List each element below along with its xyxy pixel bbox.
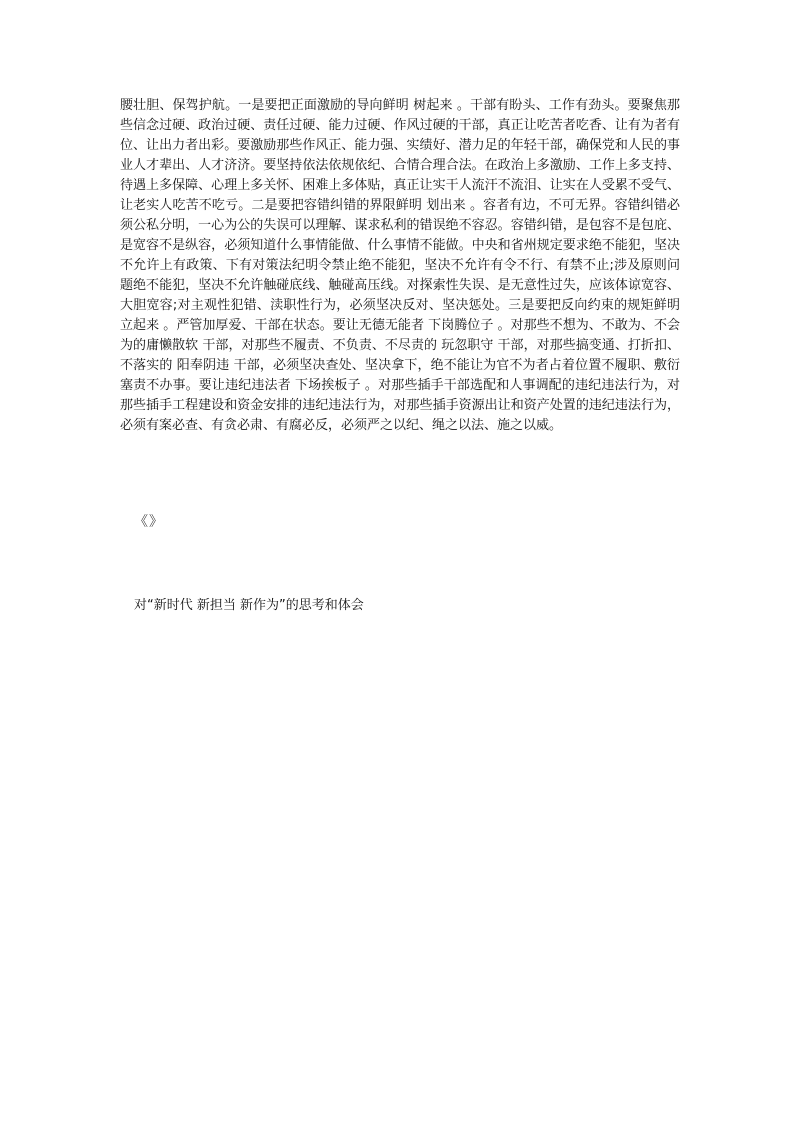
body-paragraph: 腰壮胆、保驾护航。一是要把正面激励的导向鲜明 树起来 。干部有盼头、工作有劲头。要聚焦那些信念过硬、政治过硬、责任过硬、能力过硬、作风过硬的干部，真正让吃苦者吃香、让有为者有位、让出力者出彩。要激励那些作风正、能力强、实绩好、潜力足的年轻干部，确保党和人民的事业人才辈出、人才济济。要坚持依法依规依纪、合情合理合法。在政治上多激励、工作上多支持、待遇上多保障、心理上多关怀、困难上多体贴，真正让实干人流汗不流泪、让实在人受累不受气、让老实人吃苦不吃亏。二是要把容错纠错的界限鲜明 划出来 。容者有边，不可无界。容错纠错必须公私分明，一心为公的失误可以理解、谋求私利的错误绝不容忍。容错纠错，是包容不是包庇、是宽容不是纵容，必须知道什么事情能做、什么事情不能做。中央和省州规定要求绝不能犯，坚决不允许上有政策、下有对策法纪明令禁止绝不能犯，坚决不允许有令不行、有禁不止;涉及原则问题绝不能犯，坚决不允许触碰底线、触碰高压线。对探索性失误、是无意性过失，应该体谅宽容、大胆宽容;对主观性犯错、渎职性行为，必须坚决反对、坚决惩处。三是要把反向约束的规矩鲜明 立起来 。严管加厚爱、干部在状态。要让无德无能者 下岗腾位子 。对那些不想为、不敢为、不会为的庸懒散软 干部，对那些不履责、不负责、不尽责的 玩忽职守 干部，对那些搞变通、打折扣、不落实的 阳奉阴违 干部，必须坚决查处、坚决拿下，绝不能让为官不为者占着位置不履职、敷衍塞责不办事。要让违纪违法者 下场挨板子 。对那些插手干部选配和人事调配的违纪违法行为，对那些插手工程建设和资金安排的违纪违法行为，对那些插手资源出让和资产处置的违纪违法行为，必须有案必查、有贪必肃、有腐必反，必须严之以纪、绳之以法、施之以威。 — [120, 98, 680, 433]
document-title: 对“新时代 新担当 新作为”的思考和体会 — [134, 598, 364, 613]
angle-quote-marker: 《》 — [134, 514, 164, 530]
